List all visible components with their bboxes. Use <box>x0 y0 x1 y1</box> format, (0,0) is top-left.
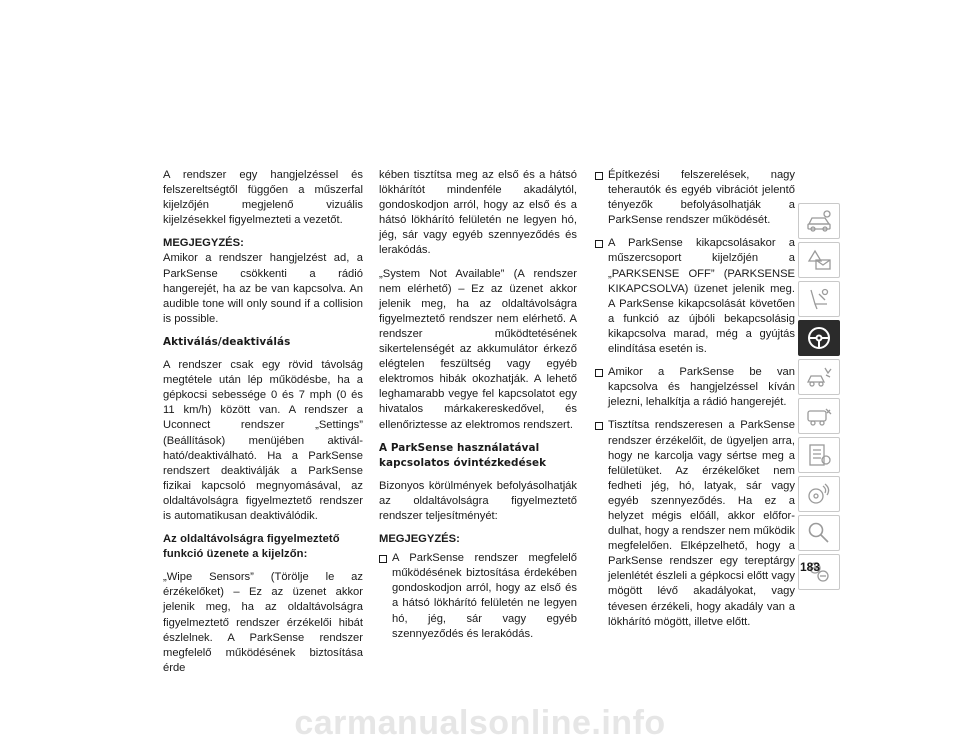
car-seat-icon <box>805 286 833 312</box>
warning-envelope-icon <box>805 247 833 273</box>
list-item <box>595 168 795 228</box>
car-crash-icon <box>805 364 833 390</box>
list-item-text: Építkezési felszerelések, nagy teherautók és egyéb vibrációt jelentő tényezők befolyásolhatják a ParkSense rendszer működését. <box>608 169 795 227</box>
list-item-text: Amikor a ParkSense be van kapcsolva és hangjelzéssel kíván jelezni, lehalkítja a rádió hangerejét. <box>608 366 795 409</box>
car-service-icon <box>805 403 833 429</box>
paragraph: „System Not Available” (A rendszer nem elérhető) – Ez az üzenet akkor jelenik meg, ha az oldaltávolságra figyelmeztető rendszer nem elérhető. A rendszer működtetésének sikertelenségét az akkumulátor érkező elégtelen feszültség vagy egyéb elektromos hibák okozhatják. A lehető leghamarabb vegye fel kapcsolatot egy hivatalos márkakereskedővel, és ellenőriztesse az elektromos rendszert. <box>379 267 577 431</box>
multimedia-icon <box>805 481 833 507</box>
tab-car-info[interactable] <box>798 203 840 239</box>
note-heading: MEGJEGYZÉS: <box>163 237 244 250</box>
page-number: 183 <box>800 560 821 574</box>
column-1 <box>163 168 363 684</box>
list-item <box>379 551 577 642</box>
checkbox-bullet-icon <box>379 555 387 563</box>
bullet-list <box>595 168 795 630</box>
tab-service[interactable] <box>798 398 840 434</box>
section-heading: A ParkSense használatával kapcsolatos óvintézkedések <box>379 441 547 469</box>
steering-wheel-icon <box>805 325 833 351</box>
chapter-tabs <box>798 203 840 593</box>
tab-search[interactable] <box>798 515 840 551</box>
maintenance-list-icon <box>805 442 833 468</box>
tab-warnings[interactable] <box>798 242 840 278</box>
watermark: carmanualsonline.info <box>294 704 666 742</box>
list-item <box>595 236 795 357</box>
tab-maintenance[interactable] <box>798 437 840 473</box>
paragraph: A rendszer csak egy rövid távolság megtétele után lép működésbe, ha a gépkocsi sebessége 0 és 7 mph (0 és 11 km/h) között van. A rendszer a Uconnect rendszer „Settings” (Beállítások) menüjében aktiválható/deaktiválható. Ha a ParkSense rendszert deaktiválják a ParkSense fizikai kapcsoló megnyomásával, az oldaltávolságra figyelmeztető rendszer is automatikusan deaktiválódik. <box>163 359 363 522</box>
note-heading: MEGJEGYZÉS: <box>379 533 460 546</box>
paragraph: kében tisztítsa meg az első és a hátsó lökhárítót mindenféle akadálytól, gondoskodjon arról, hogy az első és a hátsó lökhárító felületén ne legyen hó, jég, sár vagy egyéb szennyeződés és lerakódás. <box>379 169 577 257</box>
tab-multimedia[interactable] <box>798 476 840 512</box>
car-info-icon <box>805 208 833 234</box>
bullet-list <box>379 551 577 642</box>
note-text: Amikor a rendszer hangjelzést ad, a ParkSense csökkenti a rádió hangerejét, ha az be van kapcsolva. An audible tone will only sound if a collision is possible. <box>163 252 363 325</box>
search-icon <box>805 520 833 546</box>
tab-emergency[interactable] <box>798 359 840 395</box>
checkbox-bullet-icon <box>595 240 603 248</box>
column-3 <box>595 168 795 638</box>
tab-seats[interactable] <box>798 281 840 317</box>
paragraph: „Wipe Sensors” (Törölje le az érzékelőket) – Ez az üzenet akkor jelenik meg, ha az oldaltávolságra figyelmeztető rendszer érzékelői hibát észlelnek. A ParkSense rendszer megfelelő működésének biztosítása érde <box>163 571 363 674</box>
list-item <box>595 365 795 410</box>
checkbox-bullet-icon <box>595 369 603 377</box>
sub-heading: Az oldaltávolságra figyelmeztető funkció üzenete a kijelzőn: <box>163 533 340 561</box>
list-item <box>595 418 795 629</box>
list-item-text: Tisztítsa rendszeresen a ParkSense rendszer érzékelőit, de ügyeljen arra, hogy ne karcolja vagy sértse meg a felületüket. Az érzékelőket nem fedheti jég, hó, latyak, sár vagy egyéb szennyeződés. Ha ez a helyzet mégis előáll, akkor előfordulhat, hogy a rendszer nem működik megfelelően. Elképzelhető, hogy a ParkSense rendszer egy tereptárgy jelenlétét észleli a gépkocsi előtt vagy mögött lévő akadályokat, vagy tévesen érzékeli, hogy akadály van a lökhárító mögött, illetve előtt. <box>608 419 795 628</box>
paragraph: A rendszer egy hangjelzéssel és felszereltségtől függően a műszerfal kijelzőjén megjelenő vizuális kijelzésekkel figyelmezteti a vezetőt. <box>163 169 363 227</box>
checkbox-bullet-icon <box>595 422 603 430</box>
column-2 <box>379 168 577 650</box>
paragraph: Bizonyos körülmények befolyásolhatják az oldaltávolságra figyelmeztető rendszer teljesítményét: <box>379 479 577 522</box>
list-item-text: A ParkSense kikapcsolásakor a műszercsoport kijelzőjén a „PARKSENSE OFF” (PARKSENSE KIKAPCSOLVA) üzenet jelenik meg. A ParkSense kikapcsolását követően a funkció az újbóli bekapcsolásig kikapcsolva marad, még a gyújtás elindítása esetén is. <box>608 237 795 356</box>
checkbox-bullet-icon <box>595 172 603 180</box>
tab-driving[interactable] <box>798 320 840 356</box>
list-item-text: A ParkSense rendszer megfelelő működésének biztosítása érdekében gondoskodjon arról, hogy az első és a hátsó lökhárító felületén ne legyen hó, jég, sár vagy egyéb szennyeződés és lerakódás. <box>392 552 577 640</box>
section-heading: Aktiválás/deaktiválás <box>163 335 291 348</box>
